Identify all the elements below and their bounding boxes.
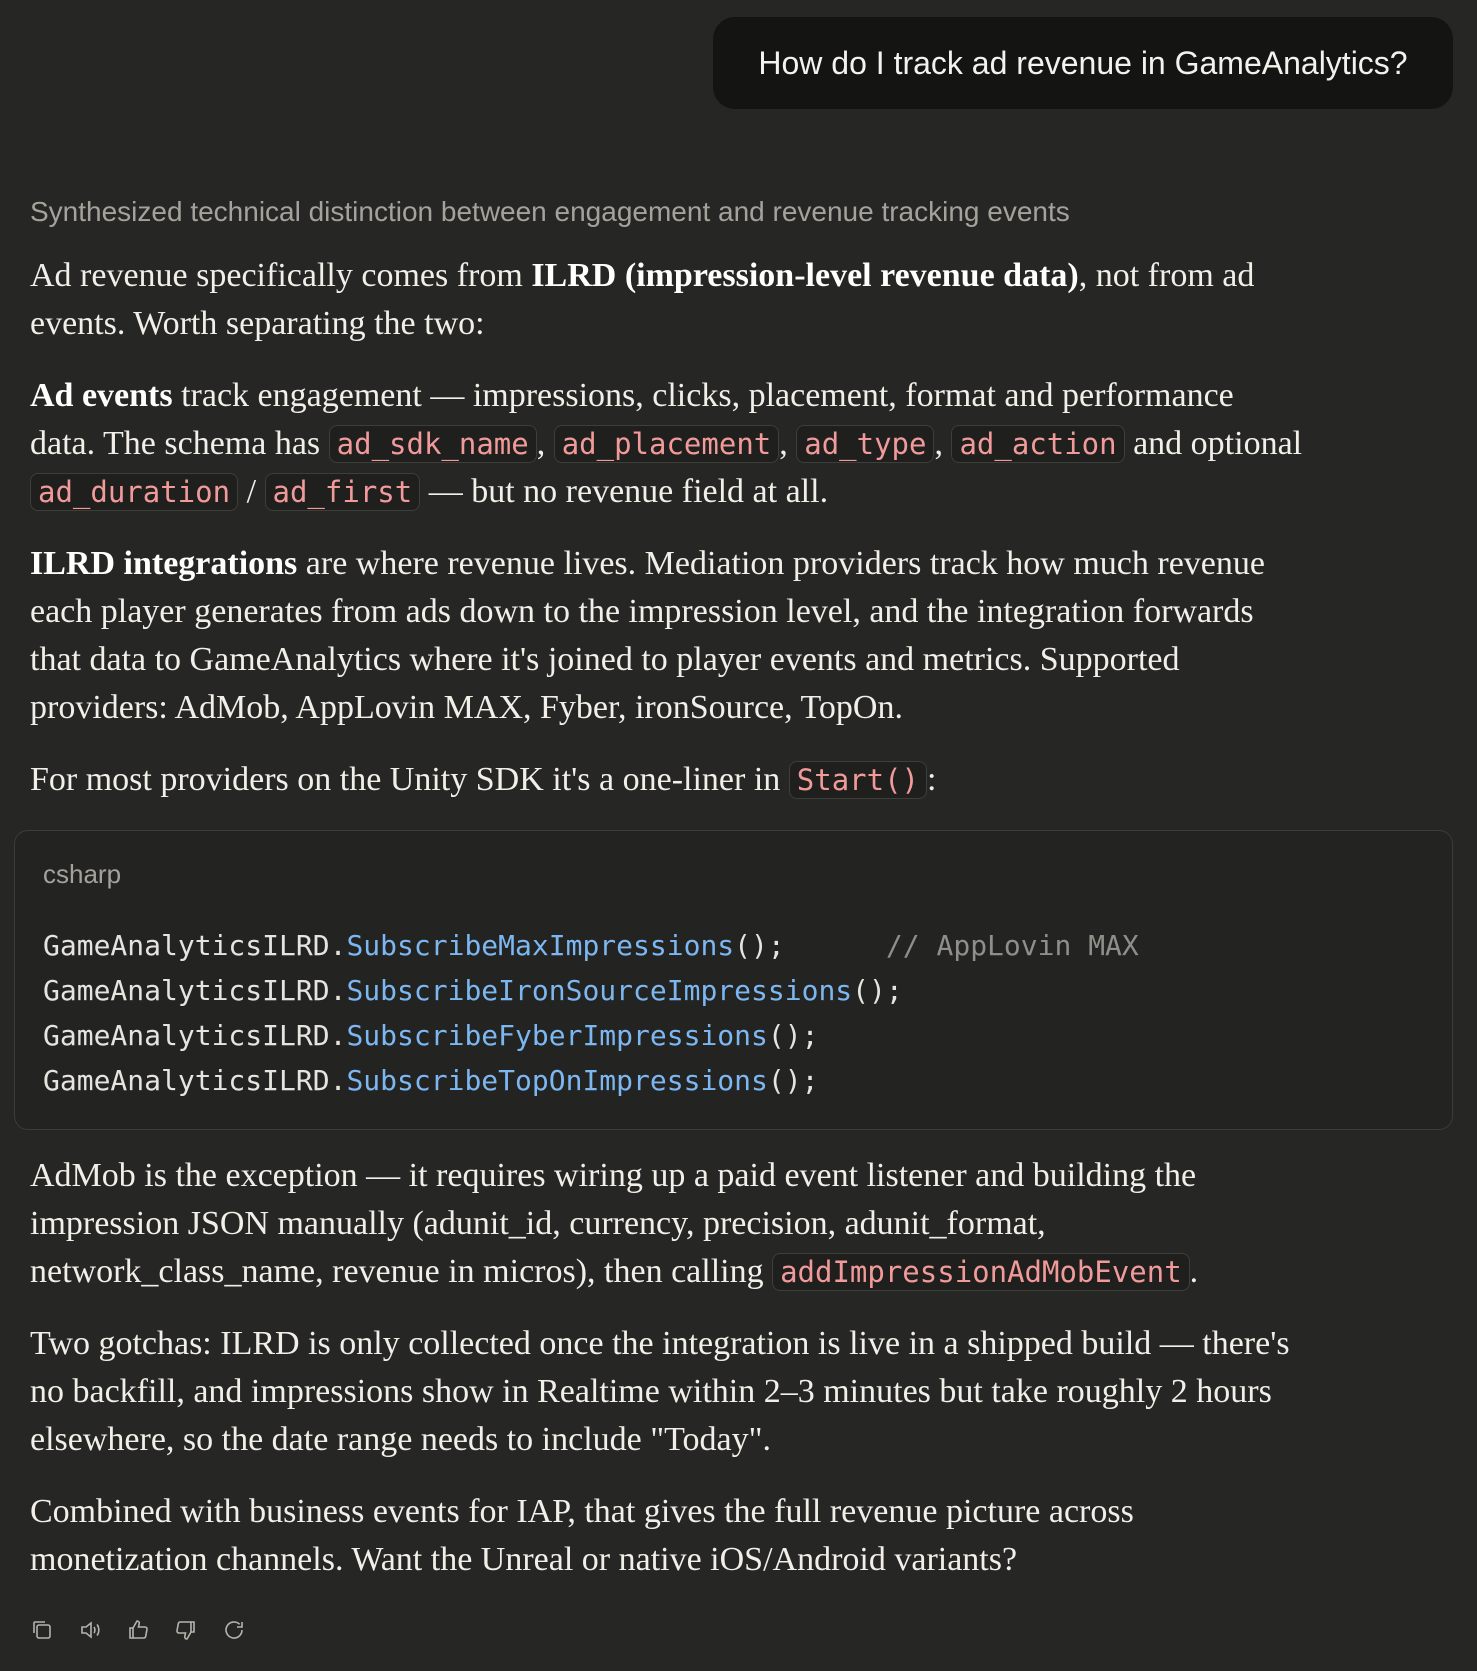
response-paragraph-line bbox=[30, 588, 1450, 636]
response-paragraph bbox=[30, 1320, 1450, 1368]
user-message-bubble bbox=[713, 17, 1453, 109]
code-block bbox=[14, 830, 1453, 1130]
text-span: impression JSON manually (adunit_id, currency, precision, adunit_format, bbox=[30, 1205, 1046, 1242]
text-span: , bbox=[536, 425, 554, 462]
thumbs-up-button[interactable] bbox=[126, 1618, 150, 1642]
copy-button[interactable] bbox=[30, 1618, 54, 1642]
inline-code: ad_action bbox=[951, 425, 1124, 463]
inline-code: ad_type bbox=[796, 425, 934, 463]
response-paragraph-line bbox=[30, 300, 1450, 348]
text-span: network_class_name, revenue in micros), then calling bbox=[30, 1253, 773, 1290]
response-paragraph-line bbox=[30, 1248, 1450, 1296]
assistant-response-continued bbox=[30, 1152, 1450, 1584]
code-lines bbox=[43, 923, 1139, 1103]
response-paragraph bbox=[30, 756, 1450, 804]
inline-code: ad_first bbox=[265, 473, 421, 511]
inline-code: ad_duration bbox=[30, 473, 238, 511]
retry-button[interactable] bbox=[222, 1618, 246, 1642]
read-aloud-button[interactable] bbox=[78, 1618, 102, 1642]
inline-code: addImpressionAdMobEvent bbox=[772, 1253, 1190, 1291]
response-paragraph-line bbox=[30, 468, 1450, 516]
code-line bbox=[43, 1058, 1139, 1103]
code-comment: // AppLovin MAX bbox=[885, 929, 1139, 962]
text-span: Ad revenue specifically comes from bbox=[30, 257, 532, 294]
thinking-summary-text: Synthesized technical distinction between engagement and revenue tracking events bbox=[30, 196, 1070, 227]
code-line bbox=[43, 968, 1139, 1013]
retry-icon bbox=[222, 1618, 246, 1642]
text-span: For most providers on the Unity SDK it's a one-liner in bbox=[30, 761, 789, 798]
text-span: — but no revenue field at all. bbox=[420, 473, 829, 510]
code-method: SubscribeFyberImpressions bbox=[346, 1019, 768, 1052]
text-span: track engagement — impressions, clicks, placement, format and performance bbox=[172, 377, 1234, 414]
copy-icon bbox=[30, 1618, 54, 1642]
text-span: no backfill, and impressions show in Realtime within 2–3 minutes but take roughly 2 hours bbox=[30, 1373, 1272, 1410]
code-punctuation: (); bbox=[767, 1019, 819, 1052]
bold-text: Ad events bbox=[30, 377, 173, 414]
text-span: providers: AdMob, AppLovin MAX, Fyber, ironSource, TopOn. bbox=[30, 689, 903, 726]
assistant-response bbox=[30, 252, 1450, 804]
response-paragraph-line bbox=[30, 684, 1450, 732]
response-paragraph-line bbox=[30, 420, 1450, 468]
text-span: . bbox=[1189, 1253, 1199, 1290]
text-span: elsewhere, so the date range needs to include "Today". bbox=[30, 1421, 771, 1458]
response-paragraph bbox=[30, 540, 1450, 588]
text-span: monetization channels. Want the Unreal or native iOS/Android variants? bbox=[30, 1541, 1018, 1578]
code-object: GameAnalyticsILRD. bbox=[43, 1019, 347, 1052]
response-paragraph-line bbox=[30, 636, 1450, 684]
code-method: SubscribeIronSourceImpressions bbox=[346, 974, 853, 1007]
inline-code: ad_placement bbox=[554, 425, 780, 463]
response-paragraph-line bbox=[30, 1536, 1450, 1584]
text-span: are where revenue lives. Mediation providers track how much revenue bbox=[297, 545, 1265, 582]
code-punctuation: (); bbox=[852, 974, 903, 1007]
code-punctuation: (); bbox=[734, 929, 785, 962]
text-span: events. Worth separating the two: bbox=[30, 305, 485, 342]
code-method: SubscribeMaxImpressions bbox=[346, 929, 735, 962]
code-object: GameAnalyticsILRD. bbox=[43, 929, 347, 962]
code-line bbox=[43, 1013, 1139, 1058]
response-paragraph bbox=[30, 1488, 1450, 1536]
text-span: : bbox=[927, 761, 937, 798]
response-paragraph-line bbox=[30, 1416, 1450, 1464]
code-object: GameAnalyticsILRD. bbox=[43, 1064, 347, 1097]
inline-code: Start() bbox=[789, 761, 927, 799]
bold-text: ILRD integrations bbox=[30, 545, 298, 582]
text-span: and optional bbox=[1124, 425, 1303, 462]
code-line bbox=[43, 923, 1139, 968]
text-span: , bbox=[934, 425, 952, 462]
text-span: , not from ad bbox=[1078, 257, 1255, 294]
text-span: each player generates from ads down to the impression level, and the integration forwards bbox=[30, 593, 1254, 630]
thumbs-down-icon bbox=[174, 1618, 198, 1642]
text-span: Combined with business events for IAP, that gives the full revenue picture across bbox=[30, 1493, 1134, 1530]
thumbs-up-icon bbox=[126, 1618, 150, 1642]
code-method: SubscribeTopOnImpressions bbox=[346, 1064, 768, 1097]
text-span: Two gotchas: ILRD is only collected once the integration is live in a shipped build — there's bbox=[30, 1325, 1290, 1362]
user-message-text: How do I track ad revenue in GameAnalytics? bbox=[758, 44, 1408, 81]
text-span: data. The schema has bbox=[30, 425, 329, 462]
inline-code: ad_sdk_name bbox=[329, 425, 537, 463]
response-paragraph bbox=[30, 1152, 1450, 1200]
text-span: AdMob is the exception — it requires wiring up a paid event listener and building the bbox=[30, 1157, 1197, 1194]
thumbs-down-button[interactable] bbox=[174, 1618, 198, 1642]
code-punctuation: (); bbox=[767, 1064, 819, 1097]
code-object: GameAnalyticsILRD. bbox=[43, 974, 347, 1007]
text-span: / bbox=[238, 473, 265, 510]
response-paragraph-line bbox=[30, 1200, 1450, 1248]
response-paragraph bbox=[30, 252, 1450, 300]
response-paragraph-line bbox=[30, 1368, 1450, 1416]
code-language-label: csharp bbox=[43, 859, 122, 889]
message-actions bbox=[30, 1618, 246, 1642]
thinking-summary[interactable] bbox=[30, 196, 1070, 228]
speaker-icon bbox=[78, 1618, 102, 1642]
text-span: that data to GameAnalytics where it's joined to player events and metrics. Supported bbox=[30, 641, 1180, 678]
text-span: , bbox=[779, 425, 797, 462]
bold-text: ILRD (impression-level revenue data) bbox=[531, 257, 1079, 294]
response-paragraph bbox=[30, 372, 1450, 420]
